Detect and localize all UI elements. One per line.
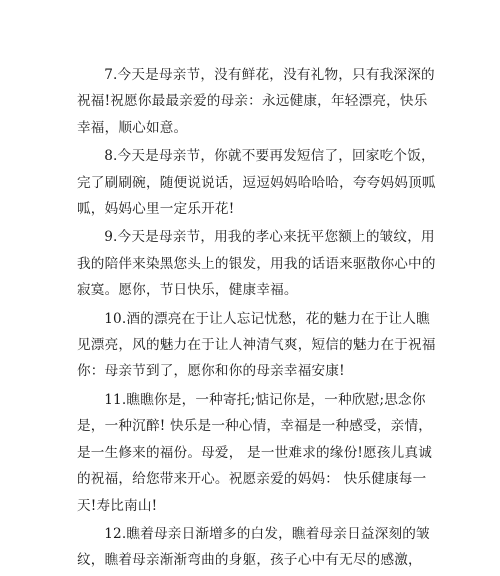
paragraph-11: 11.瞧瞧你是，一种寄托;惦记你是，一种欣慰;思念你是，一种沉醉! 快乐是一种心情，幸福是一种感受，亲情，是一生修来的福份。母爱， 是一世难求的缘份!愿孩儿真诚的祝福，给您带来开心。祝愿亲爱的妈妈： 快乐健康每一天!寿比南山! [77,391,433,514]
document-body [77,62,437,576]
paragraph-10: 10.酒的漂亮在于让人忘记忧愁，花的魅力在于让人瞧见漂亮，风的魅力在于让人神清气爽，短信的魅力在于祝福你：母亲节到了，愿你和你的母亲幸福安康! [77,310,436,380]
paragraph-7: 7.今天是母亲节，没有鲜花，没有礼物，只有我深深的祝福!祝愿你最最亲爱的母亲：永远健康，年轻漂亮，快乐幸福，顺心如意。 [77,67,435,136]
paragraph-12: 12.瞧着母亲日渐增多的白发，瞧着母亲日益深刻的皱纹，瞧着母亲渐渐弯曲的身躯，孩子心中有无尽的感激， [77,525,430,569]
paragraph-9: 9.今天是母亲节，用我的孝心来抚平您额上的皱纹，用我的陪伴来染黑您头上的银发，用我的话语来驱散你心中的寂寞。愿你，节日快乐，健康幸福。 [77,229,436,299]
paragraph-8: 8.今天是母亲节，你就不要再发短信了，回家吃个饭，完了刷刷碗，随便说说话，逗逗妈妈哈哈哈，夸夸妈妈顶呱呱，妈妈心里一定乐开花! [77,148,436,218]
